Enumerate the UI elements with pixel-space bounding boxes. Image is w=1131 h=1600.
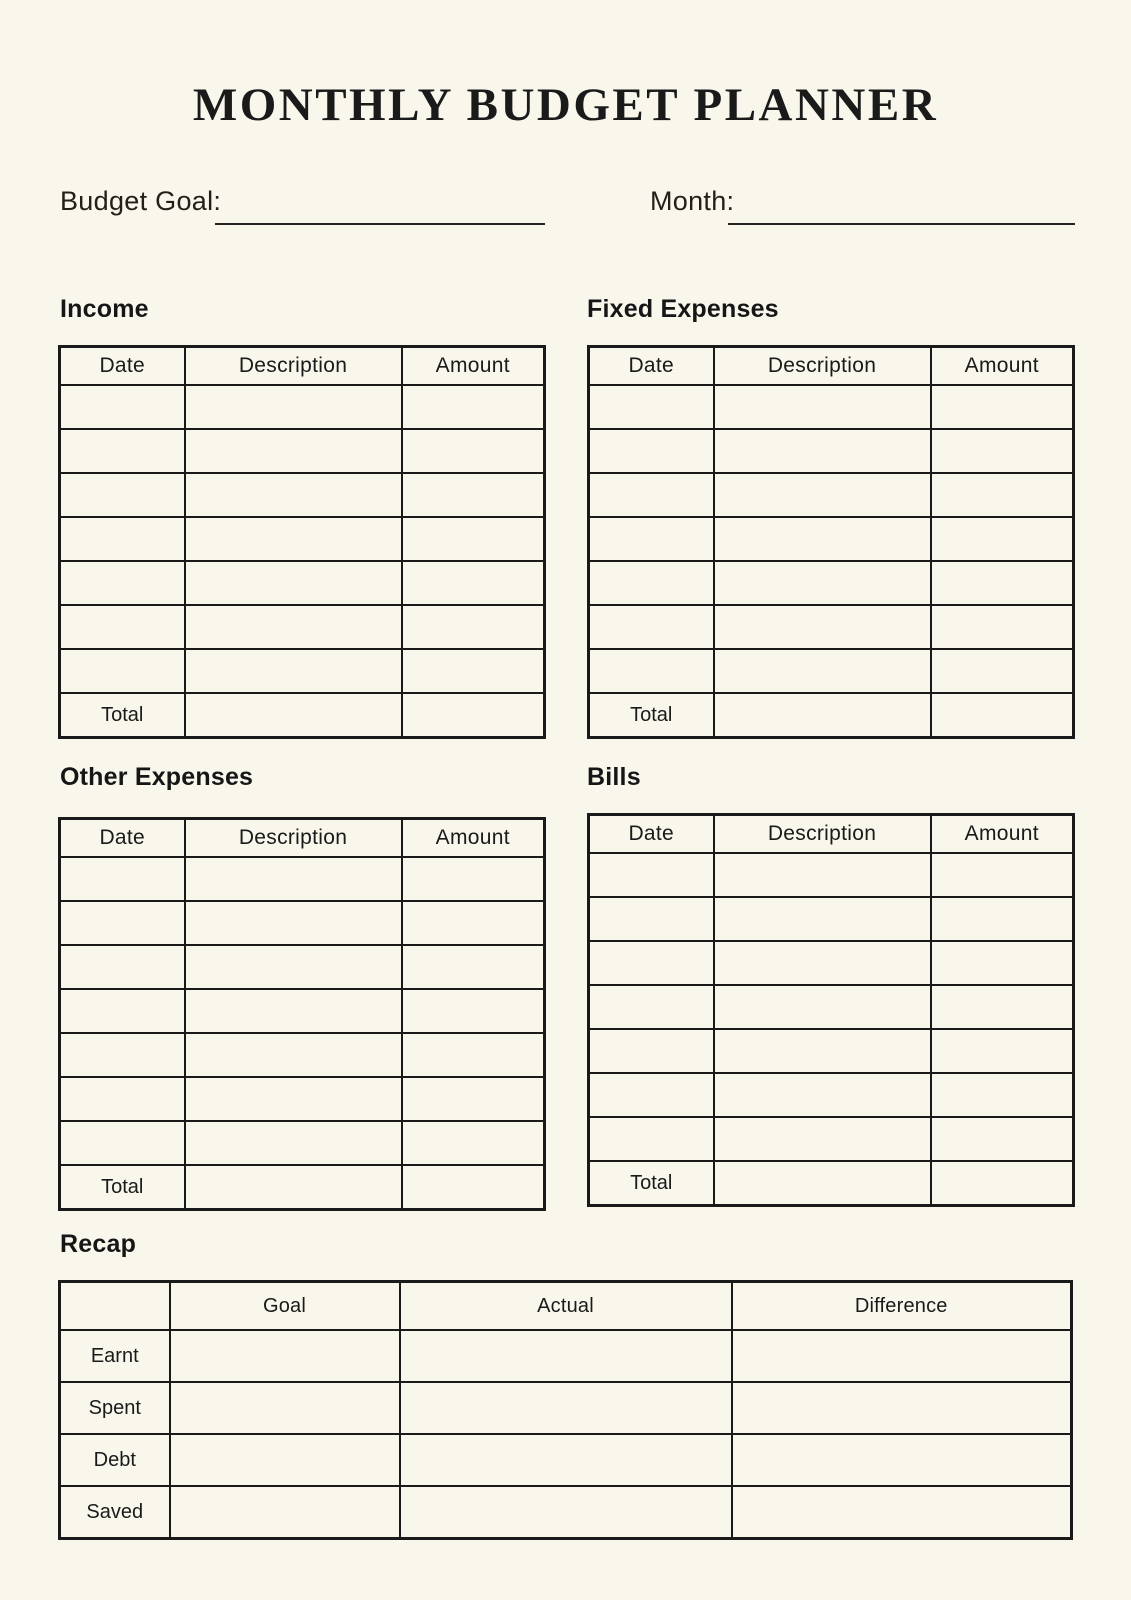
bills-description-cell[interactable] bbox=[714, 897, 931, 941]
fixed-expenses-col-description: Description bbox=[714, 347, 931, 386]
fixed-expenses-total-description-cell[interactable] bbox=[714, 693, 931, 738]
recap-row-label-debt: Debt bbox=[60, 1434, 170, 1486]
bills-row bbox=[589, 853, 1074, 897]
bills-amount-cell[interactable] bbox=[931, 1117, 1074, 1161]
bills-total-label: Total bbox=[589, 1161, 714, 1206]
fixed-expenses-total-amount-cell[interactable] bbox=[931, 693, 1074, 738]
fixed-expenses-description-cell[interactable] bbox=[714, 385, 931, 429]
fixed-expenses-row bbox=[589, 561, 1074, 605]
other-expenses-total-description-cell[interactable] bbox=[185, 1165, 402, 1210]
other-expenses-description-cell[interactable] bbox=[185, 857, 402, 901]
other-expenses-row bbox=[60, 989, 545, 1033]
other-expenses-date-cell[interactable] bbox=[60, 1077, 185, 1121]
bills-description-cell[interactable] bbox=[714, 985, 931, 1029]
other-expenses-row bbox=[60, 1121, 545, 1165]
bills-amount-cell[interactable] bbox=[931, 1073, 1074, 1117]
fixed-expenses-date-cell[interactable] bbox=[589, 429, 714, 473]
fixed-expenses-header-row bbox=[589, 347, 1074, 386]
other-expenses-date-cell[interactable] bbox=[60, 945, 185, 989]
recap-earnt-difference-cell[interactable] bbox=[732, 1330, 1072, 1382]
other-expenses-col-date: Date bbox=[60, 819, 185, 858]
fixed-expenses-row bbox=[589, 605, 1074, 649]
recap-spent-goal-cell[interactable] bbox=[170, 1382, 400, 1434]
income-row bbox=[60, 385, 545, 429]
income-date-cell[interactable] bbox=[60, 429, 185, 473]
income-date-cell[interactable] bbox=[60, 561, 185, 605]
income-amount-cell[interactable] bbox=[402, 605, 545, 649]
recap-row-label-saved: Saved bbox=[60, 1486, 170, 1539]
bills-description-cell[interactable] bbox=[714, 853, 931, 897]
income-heading: Income bbox=[60, 295, 149, 323]
page-title: MONTHLY BUDGET PLANNER bbox=[192, 79, 939, 131]
recap-row-earnt bbox=[60, 1330, 1072, 1382]
fixed-expenses-col-date: Date bbox=[589, 347, 714, 386]
recap-earnt-actual-cell[interactable] bbox=[400, 1330, 732, 1382]
recap-col-actual: Actual bbox=[400, 1282, 732, 1331]
income-date-cell[interactable] bbox=[60, 649, 185, 693]
other-expenses-description-cell[interactable] bbox=[185, 901, 402, 945]
bills-total-row bbox=[589, 1161, 1074, 1206]
recap-heading: Recap bbox=[60, 1230, 137, 1258]
bills-date-cell[interactable] bbox=[589, 941, 714, 985]
other-expenses-heading: Other Expenses bbox=[60, 763, 254, 791]
income-col-date: Date bbox=[60, 347, 185, 386]
bills-row bbox=[589, 941, 1074, 985]
income-row bbox=[60, 649, 545, 693]
income-description-cell[interactable] bbox=[185, 385, 402, 429]
fixed-expenses-date-cell[interactable] bbox=[589, 649, 714, 693]
recap-row-debt bbox=[60, 1434, 1072, 1486]
bills-row bbox=[589, 897, 1074, 941]
bills-description-cell[interactable] bbox=[714, 1073, 931, 1117]
other-expenses-description-cell[interactable] bbox=[185, 1033, 402, 1077]
recap-debt-actual-cell[interactable] bbox=[400, 1434, 732, 1486]
income-description-cell[interactable] bbox=[185, 605, 402, 649]
income-amount-cell[interactable] bbox=[402, 649, 545, 693]
budget-goal-label: Budget Goal: bbox=[60, 186, 222, 216]
income-col-amount: Amount bbox=[402, 347, 545, 386]
recap-saved-goal-cell[interactable] bbox=[170, 1486, 400, 1539]
bills-total-description-cell[interactable] bbox=[714, 1161, 931, 1206]
recap-spent-difference-cell[interactable] bbox=[732, 1382, 1072, 1434]
other-expenses-date-cell[interactable] bbox=[60, 1033, 185, 1077]
recap-col-goal: Goal bbox=[170, 1282, 400, 1331]
income-description-cell[interactable] bbox=[185, 517, 402, 561]
income-amount-cell[interactable] bbox=[402, 561, 545, 605]
income-amount-cell[interactable] bbox=[402, 473, 545, 517]
bills-col-date: Date bbox=[589, 815, 714, 854]
fixed-expenses-description-cell[interactable] bbox=[714, 605, 931, 649]
fixed-expenses-total-row bbox=[589, 693, 1074, 738]
budget-goal-input-line[interactable] bbox=[215, 195, 545, 225]
bills-header-row bbox=[589, 815, 1074, 854]
other-expenses-description-cell[interactable] bbox=[185, 1077, 402, 1121]
income-col-description: Description bbox=[185, 347, 402, 386]
income-date-cell[interactable] bbox=[60, 473, 185, 517]
income-row bbox=[60, 561, 545, 605]
fixed-expenses-description-cell[interactable] bbox=[714, 649, 931, 693]
fixed-expenses-total-label: Total bbox=[589, 693, 714, 738]
recap-row-saved bbox=[60, 1486, 1072, 1539]
bills-total-amount-cell[interactable] bbox=[931, 1161, 1074, 1206]
other-expenses-amount-cell[interactable] bbox=[402, 945, 545, 989]
income-description-cell[interactable] bbox=[185, 649, 402, 693]
bills-row bbox=[589, 1029, 1074, 1073]
other-expenses-row bbox=[60, 1077, 545, 1121]
fixed-expenses-amount-cell[interactable] bbox=[931, 517, 1074, 561]
income-description-cell[interactable] bbox=[185, 429, 402, 473]
bills-amount-cell[interactable] bbox=[931, 1029, 1074, 1073]
fixed-expenses-amount-cell[interactable] bbox=[931, 561, 1074, 605]
bills-date-cell[interactable] bbox=[589, 1029, 714, 1073]
income-date-cell[interactable] bbox=[60, 385, 185, 429]
other-expenses-row bbox=[60, 945, 545, 989]
bills-amount-cell[interactable] bbox=[931, 985, 1074, 1029]
bills-description-cell[interactable] bbox=[714, 1117, 931, 1161]
other-expenses-amount-cell[interactable] bbox=[402, 857, 545, 901]
fixed-expenses-row bbox=[589, 385, 1074, 429]
bills-description-cell[interactable] bbox=[714, 1029, 931, 1073]
other-expenses-row bbox=[60, 857, 545, 901]
other-expenses-total-label: Total bbox=[60, 1165, 185, 1210]
bills-row bbox=[589, 1117, 1074, 1161]
fixed-expenses-table bbox=[587, 345, 1075, 739]
other-expenses-header-row bbox=[60, 819, 545, 858]
fixed-expenses-description-cell[interactable] bbox=[714, 517, 931, 561]
bills-date-cell[interactable] bbox=[589, 897, 714, 941]
income-description-cell[interactable] bbox=[185, 473, 402, 517]
recap-saved-actual-cell[interactable] bbox=[400, 1486, 732, 1539]
fixed-expenses-date-cell[interactable] bbox=[589, 473, 714, 517]
bills-row bbox=[589, 1073, 1074, 1117]
recap-row-spent bbox=[60, 1382, 1072, 1434]
bills-date-cell[interactable] bbox=[589, 1117, 714, 1161]
income-row bbox=[60, 517, 545, 561]
income-total-amount-cell[interactable] bbox=[402, 693, 545, 738]
month-label: Month: bbox=[650, 186, 735, 216]
other-expenses-date-cell[interactable] bbox=[60, 989, 185, 1033]
income-amount-cell[interactable] bbox=[402, 385, 545, 429]
fixed-expenses-amount-cell[interactable] bbox=[931, 473, 1074, 517]
other-expenses-row bbox=[60, 901, 545, 945]
other-expenses-col-amount: Amount bbox=[402, 819, 545, 858]
bills-col-description: Description bbox=[714, 815, 931, 854]
bills-date-cell[interactable] bbox=[589, 1073, 714, 1117]
income-amount-cell[interactable] bbox=[402, 517, 545, 561]
bills-date-cell[interactable] bbox=[589, 985, 714, 1029]
recap-earnt-goal-cell[interactable] bbox=[170, 1330, 400, 1382]
fixed-expenses-description-cell[interactable] bbox=[714, 561, 931, 605]
other-expenses-table bbox=[58, 817, 546, 1211]
other-expenses-description-cell[interactable] bbox=[185, 989, 402, 1033]
fixed-expenses-row bbox=[589, 429, 1074, 473]
bills-amount-cell[interactable] bbox=[931, 897, 1074, 941]
other-expenses-row bbox=[60, 1033, 545, 1077]
fixed-expenses-date-cell[interactable] bbox=[589, 605, 714, 649]
other-expenses-description-cell[interactable] bbox=[185, 945, 402, 989]
recap-col-difference: Difference bbox=[732, 1282, 1072, 1331]
other-expenses-amount-cell[interactable] bbox=[402, 1121, 545, 1165]
recap-col-blank bbox=[60, 1282, 170, 1331]
recap-table bbox=[58, 1280, 1073, 1540]
bills-description-cell[interactable] bbox=[714, 941, 931, 985]
other-expenses-description-cell[interactable] bbox=[185, 1121, 402, 1165]
other-expenses-amount-cell[interactable] bbox=[402, 901, 545, 945]
month-input-line[interactable] bbox=[728, 195, 1075, 225]
income-total-description-cell[interactable] bbox=[185, 693, 402, 738]
fixed-expenses-date-cell[interactable] bbox=[589, 385, 714, 429]
fixed-expenses-description-cell[interactable] bbox=[714, 429, 931, 473]
recap-saved-difference-cell[interactable] bbox=[732, 1486, 1072, 1539]
income-header-row bbox=[60, 347, 545, 386]
recap-header-row bbox=[60, 1282, 1072, 1331]
income-description-cell[interactable] bbox=[185, 561, 402, 605]
fixed-expenses-amount-cell[interactable] bbox=[931, 429, 1074, 473]
other-expenses-date-cell[interactable] bbox=[60, 857, 185, 901]
other-expenses-col-description: Description bbox=[185, 819, 402, 858]
recap-row-label-spent: Spent bbox=[60, 1382, 170, 1434]
recap-spent-actual-cell[interactable] bbox=[400, 1382, 732, 1434]
recap-debt-goal-cell[interactable] bbox=[170, 1434, 400, 1486]
other-expenses-amount-cell[interactable] bbox=[402, 1033, 545, 1077]
bills-amount-cell[interactable] bbox=[931, 941, 1074, 985]
other-expenses-amount-cell[interactable] bbox=[402, 989, 545, 1033]
income-row bbox=[60, 473, 545, 517]
income-row bbox=[60, 605, 545, 649]
bills-amount-cell[interactable] bbox=[931, 853, 1074, 897]
fixed-expenses-col-amount: Amount bbox=[931, 347, 1074, 386]
bills-date-cell[interactable] bbox=[589, 853, 714, 897]
fixed-expenses-row bbox=[589, 473, 1074, 517]
other-expenses-total-amount-cell[interactable] bbox=[402, 1165, 545, 1210]
bills-table bbox=[587, 813, 1075, 1207]
fixed-expenses-heading: Fixed Expenses bbox=[587, 295, 779, 323]
income-amount-cell[interactable] bbox=[402, 429, 545, 473]
income-table bbox=[58, 345, 546, 739]
other-expenses-date-cell[interactable] bbox=[60, 1121, 185, 1165]
fixed-expenses-amount-cell[interactable] bbox=[931, 385, 1074, 429]
other-expenses-total-row bbox=[60, 1165, 545, 1210]
fixed-expenses-date-cell[interactable] bbox=[589, 561, 714, 605]
income-date-cell[interactable] bbox=[60, 605, 185, 649]
fixed-expenses-date-cell[interactable] bbox=[589, 517, 714, 561]
recap-debt-difference-cell[interactable] bbox=[732, 1434, 1072, 1486]
recap-row-label-earnt: Earnt bbox=[60, 1330, 170, 1382]
other-expenses-amount-cell[interactable] bbox=[402, 1077, 545, 1121]
fixed-expenses-row bbox=[589, 649, 1074, 693]
bills-col-amount: Amount bbox=[931, 815, 1074, 854]
bills-row bbox=[589, 985, 1074, 1029]
bills-heading: Bills bbox=[587, 763, 641, 791]
other-expenses-date-cell[interactable] bbox=[60, 901, 185, 945]
income-total-row bbox=[60, 693, 545, 738]
fixed-expenses-amount-cell[interactable] bbox=[931, 649, 1074, 693]
fixed-expenses-description-cell[interactable] bbox=[714, 473, 931, 517]
fixed-expenses-amount-cell[interactable] bbox=[931, 605, 1074, 649]
fixed-expenses-row bbox=[589, 517, 1074, 561]
income-total-label: Total bbox=[60, 693, 185, 738]
income-date-cell[interactable] bbox=[60, 517, 185, 561]
income-row bbox=[60, 429, 545, 473]
